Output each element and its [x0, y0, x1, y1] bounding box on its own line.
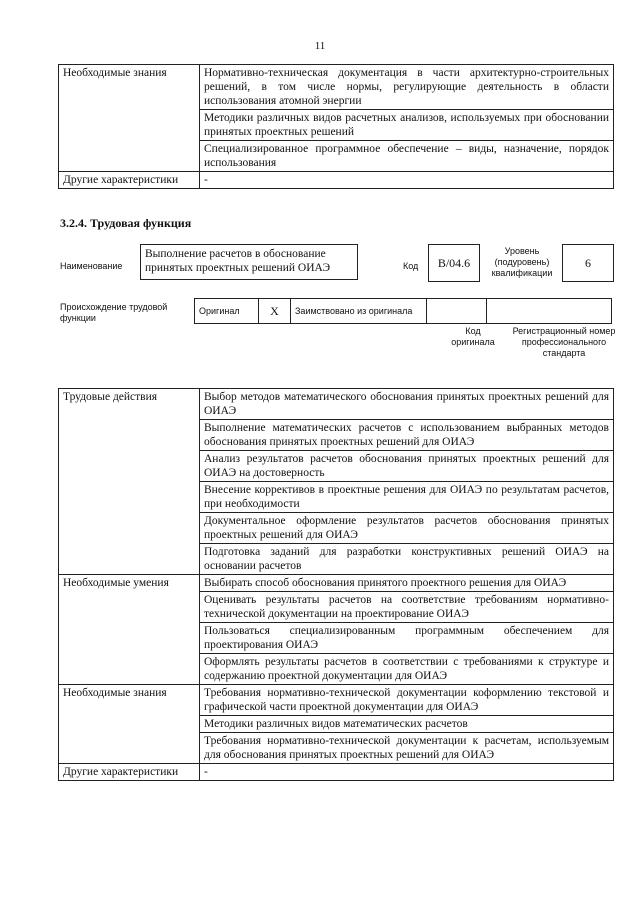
row-text: Методики различных видов математических расчетов — [200, 716, 614, 733]
row-text: Пользоваться специализированным программным обеспечением для проектирования ОИАЭ — [200, 623, 614, 654]
origin-code-caption: Код оригинала — [451, 326, 495, 347]
table-row — [59, 575, 614, 592]
row-text: Методики различных видов расчетных анализов, используемых при обосновании принятых проектных решений — [200, 110, 614, 141]
row-text: Требования нормативно-технической документации к расчетам, используемым для обоснования принятых проектных решений для ОИАЭ — [200, 733, 614, 764]
origin-reg-caption: Регистрационный номер профессионального стандарта — [512, 326, 616, 358]
function-code-box: B/04.6 — [428, 244, 480, 282]
table-row — [59, 764, 614, 781]
row-text: Подготовка заданий для разработки конструктивных решений ОИАЭ на основании расчетов — [200, 544, 614, 575]
row-text: Оценивать результаты расчетов на соответствие требованиям нормативно-технической документации на проектирование ОИАЭ — [200, 592, 614, 623]
row-text: Документальное оформление результатов расчетов обоснования принятых проектных решений для ОИАЭ — [200, 513, 614, 544]
labor-function-table — [58, 388, 614, 781]
function-name-label: Наименование — [60, 261, 123, 271]
function-name-box: Выполнение расчетов в обоснование принятых проектных решений ОИАЭ — [140, 244, 358, 280]
row-text: Выбирать способ обоснования принятого проектного решения для ОИАЭ — [200, 575, 614, 592]
row-text: Анализ результатов расчетов обоснования принятых проектных решений для ОИАЭ на достоверность — [200, 451, 614, 482]
origin-mark-cell: X — [259, 299, 291, 323]
section-heading: 3.2.4. Трудовая функция — [60, 216, 192, 230]
row-text: Нормативно-техническая документация в части архитектурно-строительных решений, в том числе нормы, регулирующие деятельность в области использования атомной энергии — [200, 65, 614, 110]
row-text: Внесение коррективов в проектные решения для ОИАЭ по результатам расчетов, при необходимости — [200, 482, 614, 513]
table-row — [59, 389, 614, 420]
row-text: Специализированное программное обеспечение – виды, назначение, порядок использования — [200, 141, 614, 172]
row-label: Другие характеристики — [59, 172, 200, 189]
table-row — [59, 65, 614, 110]
origin-label: Происхождение трудовой функции — [60, 302, 168, 323]
row-text: Выбор методов математического обоснования принятых проектных решений для ОИАЭ — [200, 389, 614, 420]
row-label: Необходимые умения — [59, 575, 200, 685]
top-requirements-table — [58, 64, 614, 189]
row-text: Оформлять результаты расчетов в соответствии с требованиями к структуре и содержанию проектной документации для ОИАЭ — [200, 654, 614, 685]
table-row — [59, 685, 614, 716]
row-text: Выполнение математических расчетов с использованием выбранных методов обоснования принятых проектных решений для ОИАЭ — [200, 420, 614, 451]
origin-code-cell — [427, 299, 487, 323]
row-label: Необходимые знания — [59, 65, 200, 172]
origin-reg-cell — [487, 299, 611, 323]
row-label: Трудовые действия — [59, 389, 200, 575]
qualification-level-label: Уровень (подуровень) квалификации — [491, 246, 553, 278]
origin-original-cell: Оригинал — [195, 299, 259, 323]
origin-borrowed-cell: Заимствовано из оригинала — [291, 299, 427, 323]
row-text: - — [200, 764, 614, 781]
origin-box — [194, 298, 612, 324]
qualification-level-box: 6 — [562, 244, 614, 282]
row-text: Требования нормативно-технической документации коформлению текстовой и графической части проектной документации для ОИАЭ — [200, 685, 614, 716]
row-label: Другие характеристики — [59, 764, 200, 781]
page-number: 11 — [314, 40, 326, 52]
function-code-label: Код — [403, 261, 419, 271]
table-row — [59, 172, 614, 189]
row-label: Необходимые знания — [59, 685, 200, 764]
row-text: - — [200, 172, 614, 189]
